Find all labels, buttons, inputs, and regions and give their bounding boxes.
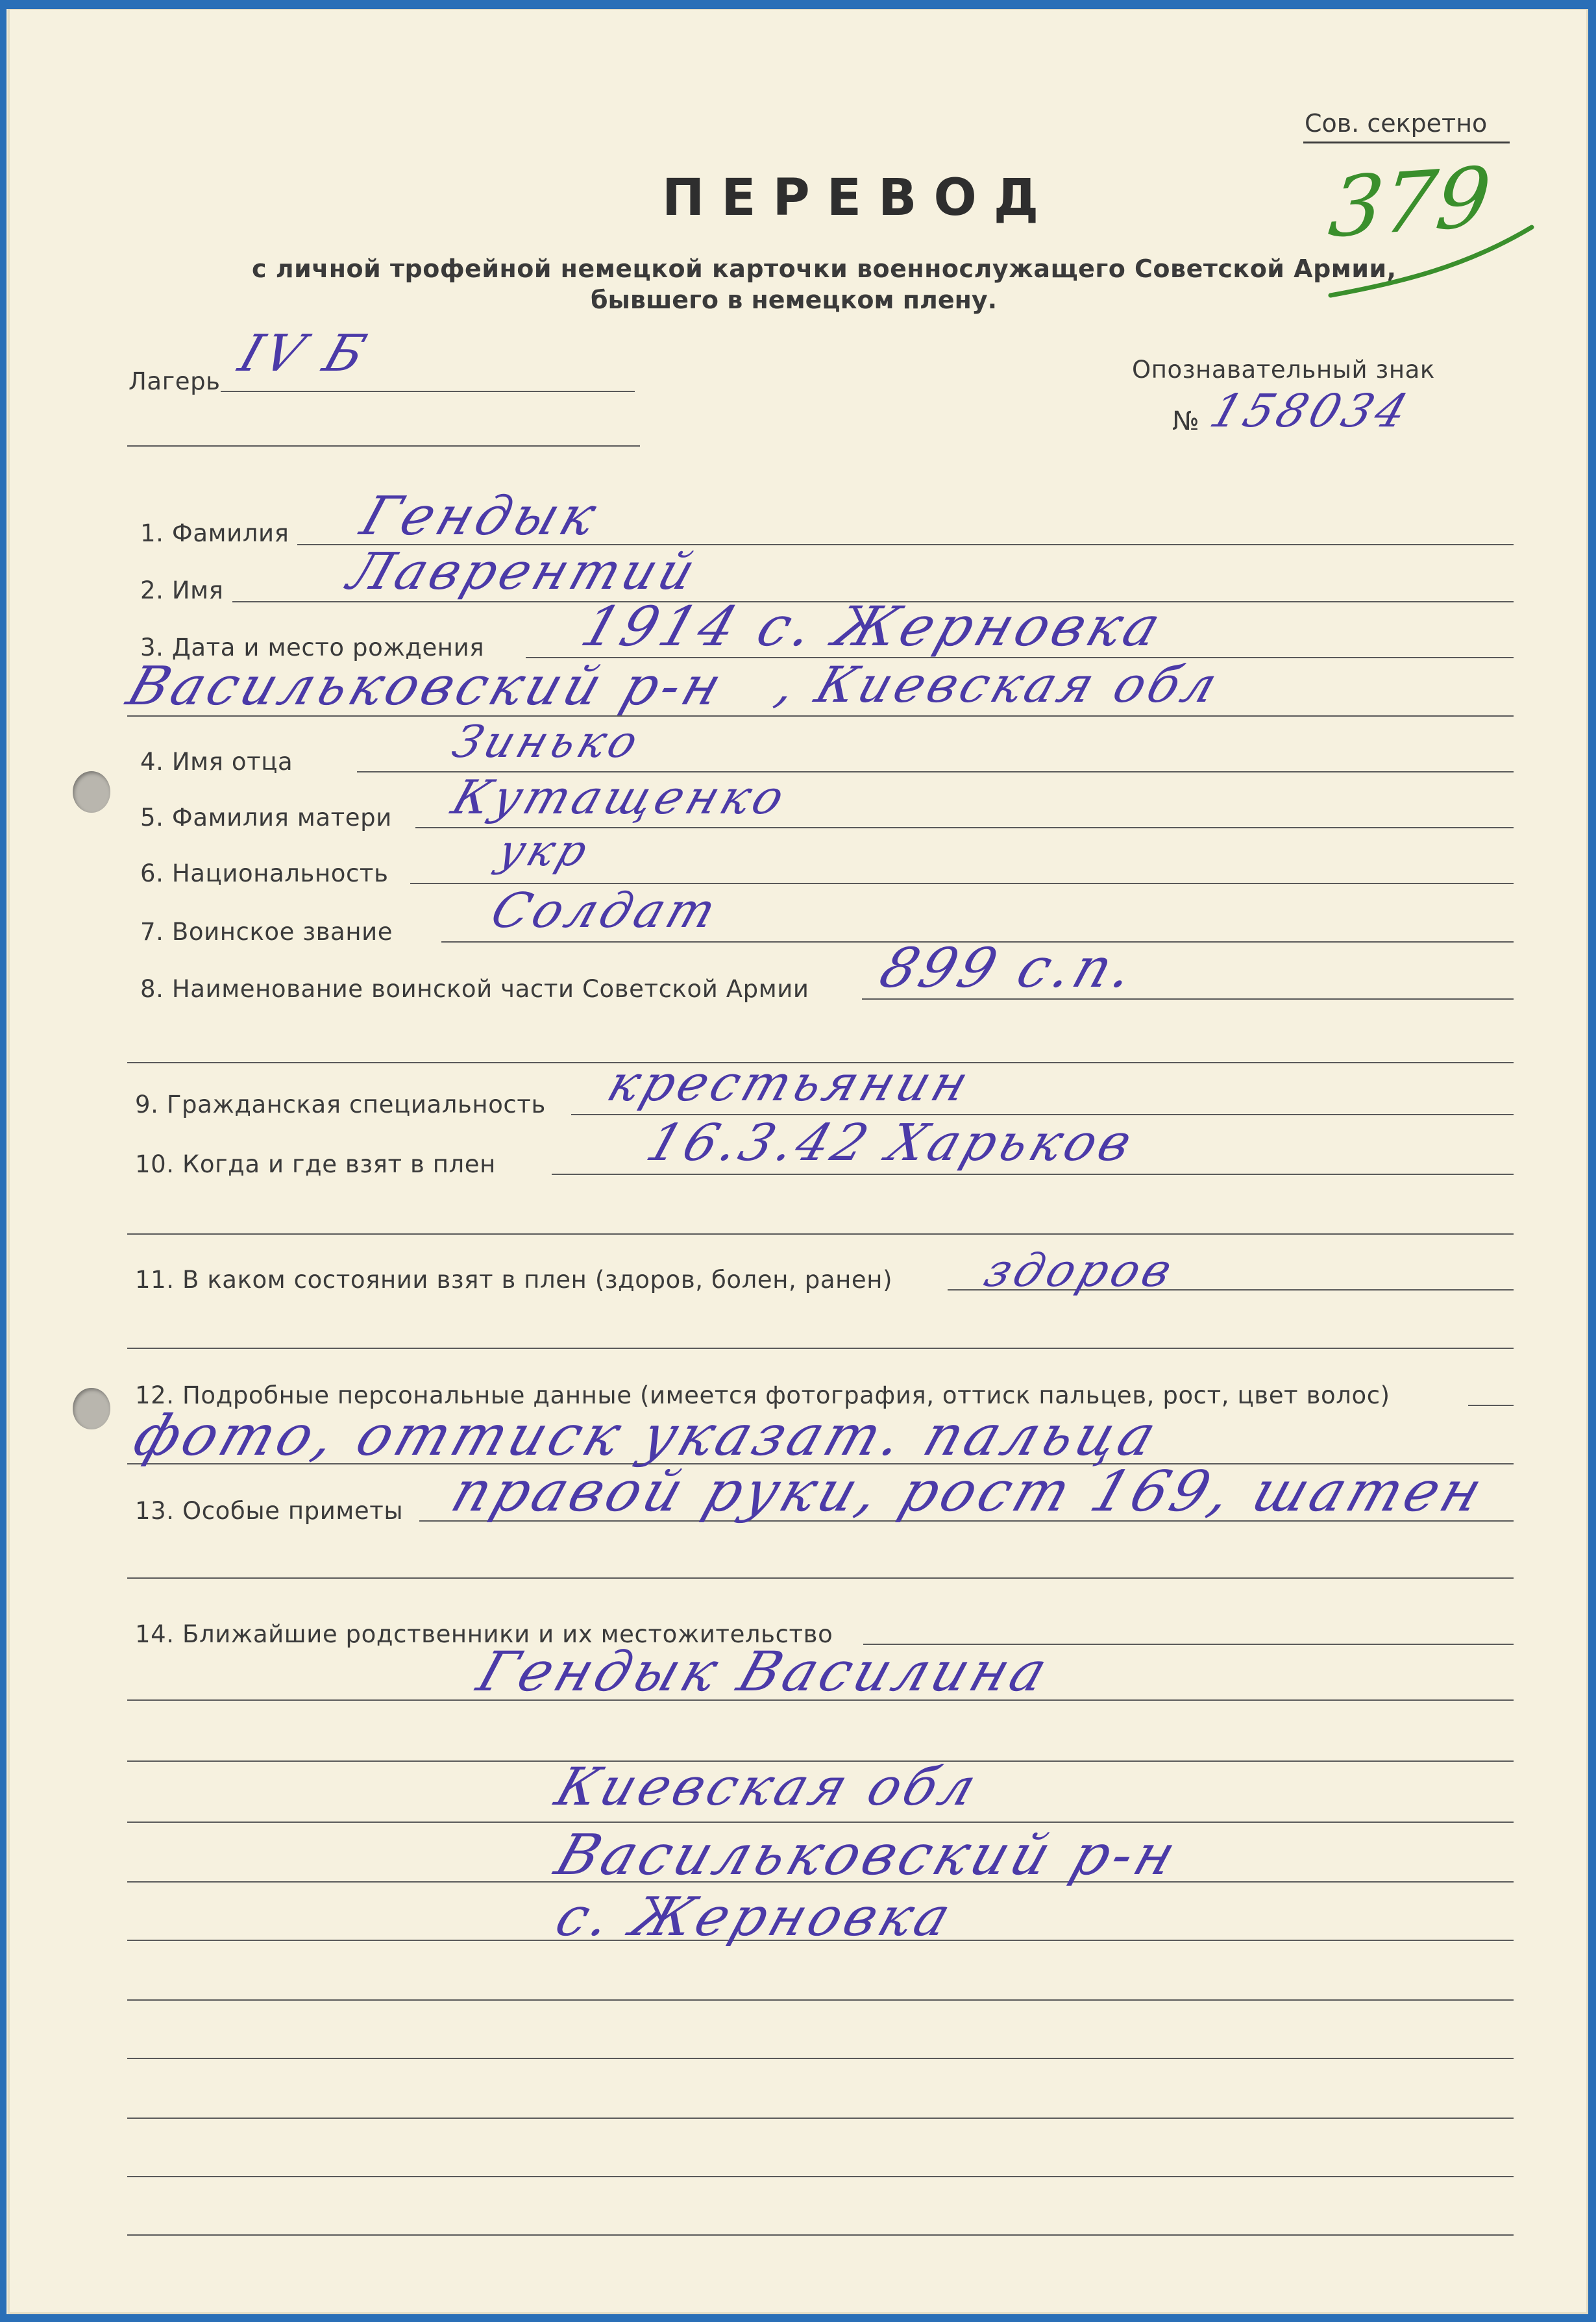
field-14-value-4: с. Жерновка — [548, 1886, 962, 1948]
field-3-value: 1914 с. Жерновка — [574, 595, 1172, 658]
field-7-value: Солдат — [484, 883, 727, 939]
field-10-value: 16.3.42 Харьков — [639, 1114, 1143, 1172]
id-tag-label: Опознавательный знак — [1132, 356, 1435, 384]
field-6-value: укр — [491, 826, 598, 876]
field-3-value-2b: , Киевская обл — [769, 656, 1229, 713]
field-13-label: 13. Особые приметы — [135, 1497, 404, 1525]
field-12-label: 12. Подробные персональные данные (имеется фотография, оттиск пальцев, рост, цвет волос) — [135, 1381, 1390, 1409]
field-6-label: 6. Национальность — [140, 859, 389, 887]
camp-line-2 — [127, 445, 640, 447]
field-14-line-9 — [127, 2118, 1514, 2119]
field-2-value: Лаврентий — [341, 543, 706, 601]
field-9-value: крестьянин — [600, 1054, 979, 1112]
field-8-label: 8. Наименование воинской части Советской Армии — [140, 975, 809, 1003]
field-14-label: 14. Ближайшие родственники и их местожительство — [135, 1620, 833, 1648]
field-4-label: 4. Имя отца — [140, 748, 293, 776]
field-3-label: 3. Дата и место рождения — [140, 634, 485, 661]
field-10-line-2 — [127, 1233, 1514, 1235]
field-8-value: 899 с.п. — [872, 936, 1146, 1000]
scan-border-right — [1588, 0, 1596, 2322]
camp-value: IV Б — [232, 325, 376, 383]
field-14-value-3: Васильковский р-н — [547, 1823, 1188, 1888]
id-tag-number-prefix: № — [1172, 406, 1200, 436]
field-12-value: фото, оттиск указат. пальца — [125, 1403, 1168, 1468]
field-14-line-8 — [127, 2058, 1514, 2059]
field-1-label: 1. Фамилия — [140, 519, 289, 547]
field-14-line-7 — [127, 1999, 1514, 2001]
archive-number: 379 — [1324, 149, 1495, 257]
scan-border-bottom — [0, 2314, 1596, 2322]
field-5-value: Кутащенко — [445, 770, 795, 824]
field-14-value-1: Гендык Василина — [470, 1640, 1059, 1703]
camp-label: Лагерь — [129, 367, 221, 395]
field-13-line-2 — [127, 1577, 1514, 1579]
punch-hole-icon — [73, 771, 110, 813]
classification-underline — [1303, 142, 1510, 143]
field-12-line — [1468, 1405, 1514, 1406]
subtitle-line-2: бывшего в немецком плену. — [591, 286, 998, 314]
scan-border-left — [0, 0, 6, 2322]
subtitle-line-1: с личной трофейной немецкой карточки военнослужащего Советской Армии, — [252, 254, 1397, 283]
field-9-label: 9. Гражданская специальность — [135, 1091, 546, 1118]
field-11-line-2 — [127, 1348, 1514, 1349]
field-14-line-10 — [127, 2176, 1514, 2177]
field-3-value-2a: Васильковский р-н — [119, 656, 733, 717]
classification-label: Сов. секретно — [1305, 109, 1488, 138]
field-14-line-11 — [127, 2234, 1514, 2236]
field-11-value: здоров — [977, 1244, 1183, 1297]
field-5-label: 5. Фамилия матери — [140, 804, 392, 832]
field-2-label: 2. Имя — [140, 576, 224, 604]
scan-border-top — [0, 0, 1596, 9]
punch-hole-icon — [73, 1388, 110, 1429]
field-1-value: Гендык — [353, 486, 608, 547]
field-4-value: Зинько — [446, 717, 648, 768]
camp-line — [221, 391, 635, 392]
field-10-line — [552, 1174, 1514, 1175]
field-11-label: 11. В каком состоянии взят в плен (здоров, болен, ранен) — [135, 1266, 893, 1294]
field-14-value-2: Киевская обл — [548, 1757, 988, 1817]
field-7-label: 7. Воинское звание — [140, 918, 393, 946]
page-title: ПЕРЕВОД — [662, 169, 1056, 227]
id-tag-value: 158034 — [1203, 384, 1418, 438]
field-13-value: правой руки, рост 169, шатен — [443, 1459, 1494, 1524]
field-10-label: 10. Когда и где взят в плен — [135, 1150, 496, 1178]
